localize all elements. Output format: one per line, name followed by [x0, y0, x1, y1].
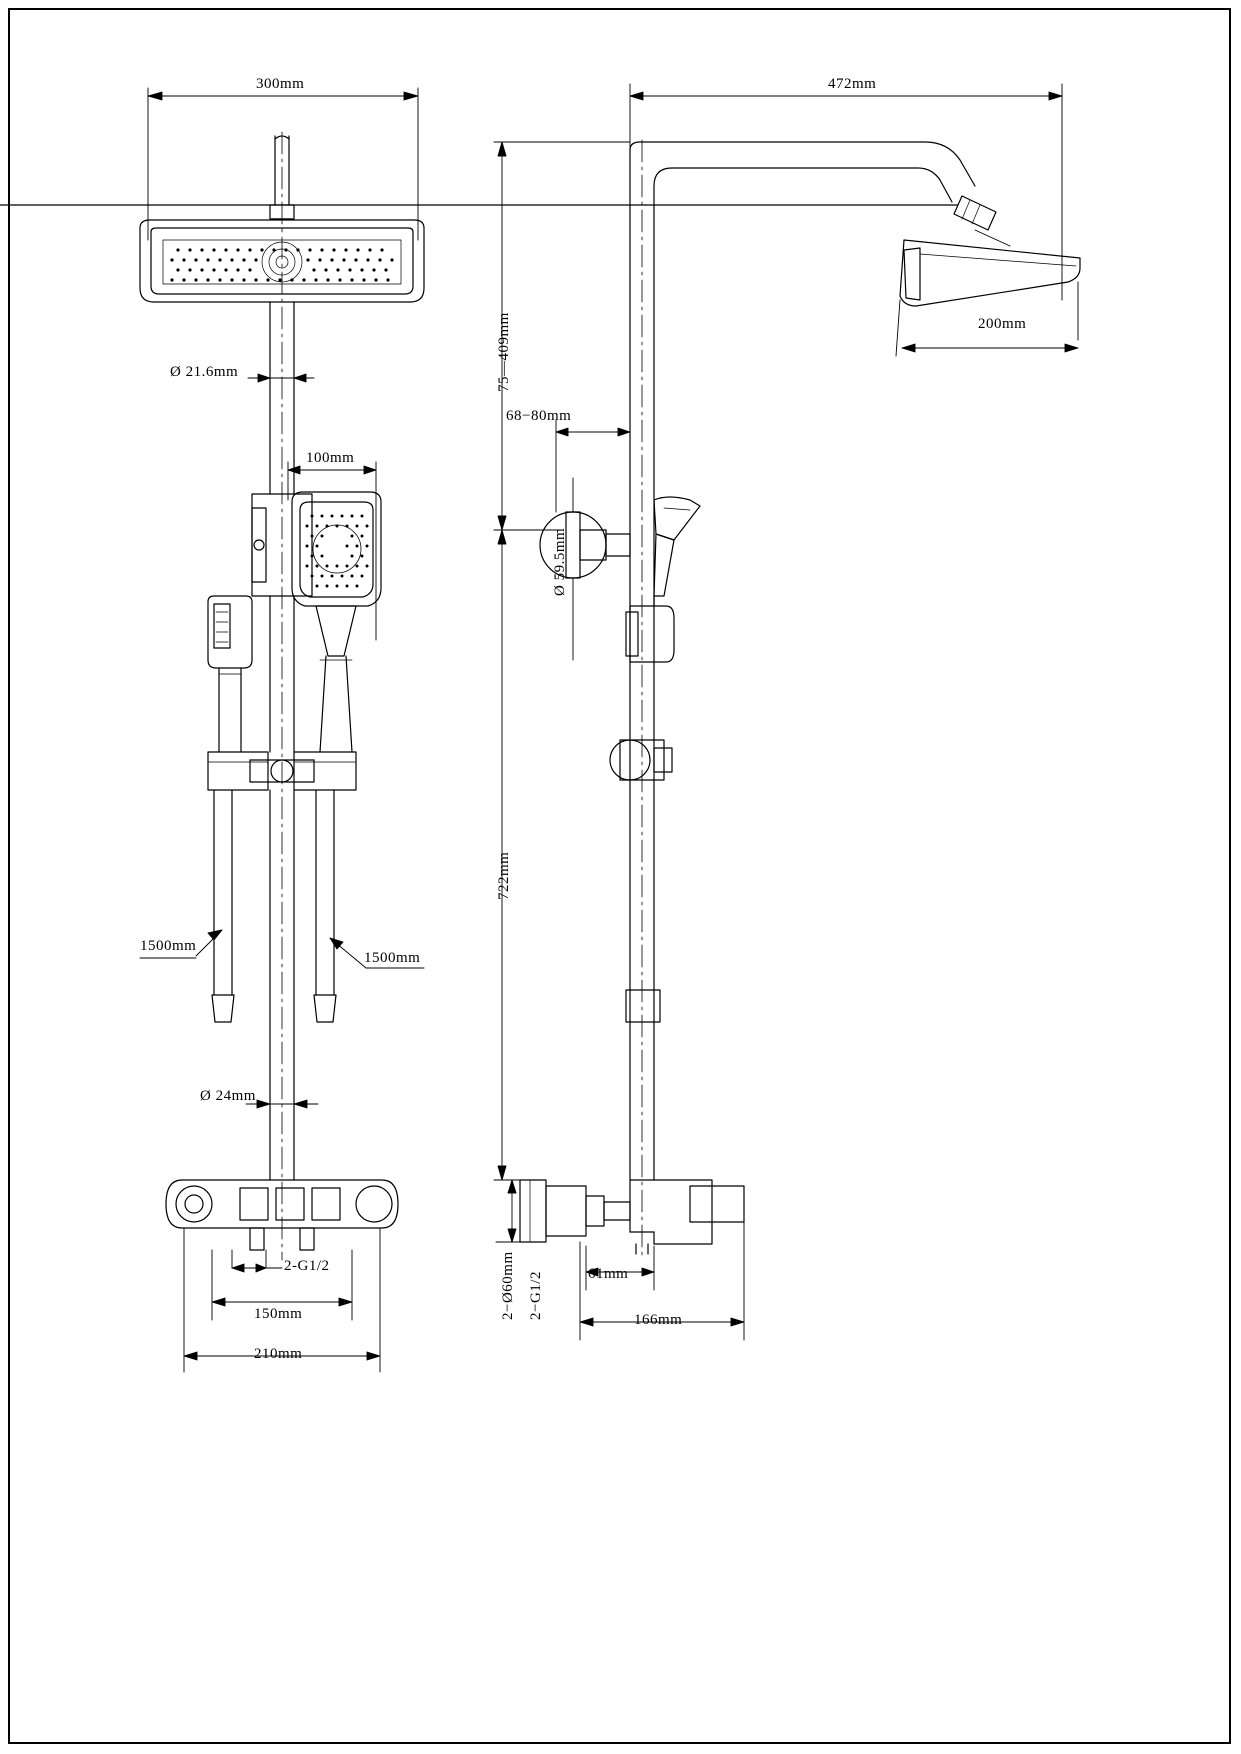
dim-mixer-projection: 166mm	[634, 1312, 683, 1328]
dim-side-inlet-thread: 2−G1/2	[528, 1271, 544, 1320]
dim-hand-shower-width: 100mm	[306, 450, 355, 466]
dim-riser-upper-diameter: Ø 21.6mm	[170, 364, 239, 380]
dim-wall-to-bracket: 68−80mm	[506, 408, 572, 424]
dim-hose-right: 1500mm	[364, 950, 421, 966]
dim-slider-travel: 75—409mm	[496, 312, 512, 392]
dim-hose-left: 1500mm	[140, 938, 197, 954]
dim-front-inlet-thread: 2-G1/2	[284, 1258, 330, 1274]
dim-riser-lower-diameter: Ø 24mm	[200, 1088, 256, 1104]
dim-mixer-projection-short: 61mm	[588, 1266, 629, 1282]
dim-arm-projection: 472mm	[828, 76, 877, 92]
dim-bracket-diameter: Ø 59.5mm	[552, 527, 568, 596]
dim-total-height: 722mm	[496, 851, 512, 900]
dim-overhead-width: 300mm	[256, 76, 305, 92]
dim-head-depth: 200mm	[978, 316, 1027, 332]
dim-mixer-body-width: 210mm	[254, 1346, 303, 1362]
dim-inlet-flange-diameter: 2−Ø60mm	[500, 1251, 516, 1320]
dim-inlet-centers: 150mm	[254, 1306, 303, 1322]
